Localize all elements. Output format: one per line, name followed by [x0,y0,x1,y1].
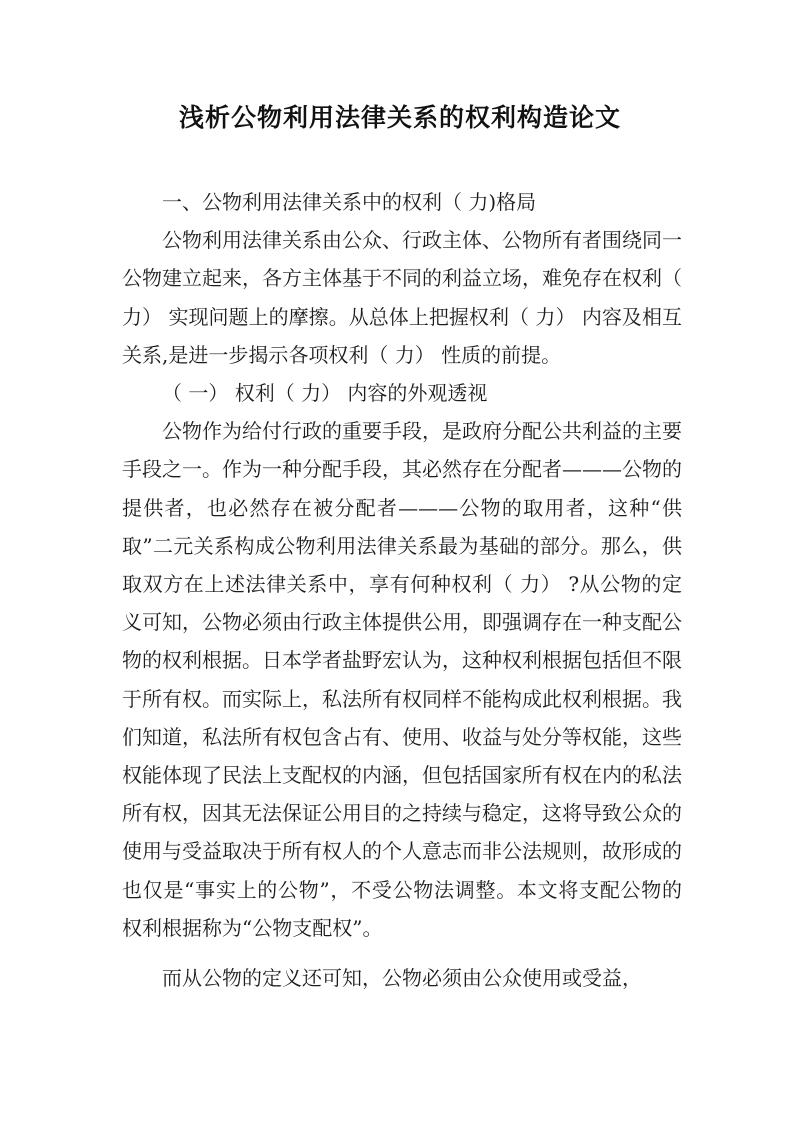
subsection-heading: （ 一） 权利（ 力） 内容的外观透视 [162,381,488,406]
paragraph: 公物作为给付行政的重要手段，是政府分配公共利益的主要手段之一。作为一种分配手段，其必然存在分配者———公物的提供者，也必然存在被分配者———公物的取用者，这种“供取”二元关系构成公物利用法律关系最为基础的部分。那么，供取双方在上述法律关系中，享有何种权利（ 力） ?从公物的定义可知，公物必须由行政主体提供公用，即强调存在一种支配公物的权利根据。日本学者盐野宏认为，这种权利根据包括但不限于所有权。而实际上，私法所有权同样不能构成此权利根据。我们知道，私法所有权包含占有、使用、收益与处分等权能，这些权能体现了民法上支配权的内涵，但包括国家所有权在内的私法所有权，因其无法保证公用目的之持续与稳定，这将导致公众的使用与受益取决于所有权人的个人意志而非公法规则，故形成的也仅是“事实上的公物”，不受公物法调整。本文将支配公物的权利根据称为“公物支配权”。 [122,419,682,940]
document-body [122,183,682,997]
section-heading: 一、公物利用法律关系中的权利（ 力)格局 [162,190,537,214]
paragraph: 公物利用法律关系由公众、行政主体、公物所有者围绕同一公物建立起来，各方主体基于不同的利益立场，难免存在权利（ 力） 实现问题上的摩擦。从总体上把握权利（ 力） 内容及相互关系,是进一步揭示各项权利（ 力） 性质的前提。 [122,228,682,367]
document-title: 浅析公物利用法律关系的权利构造论文 [178,103,621,132]
paragraph: 而从公物的定义还可知，公物必须由公众使用或受益， [162,966,642,991]
